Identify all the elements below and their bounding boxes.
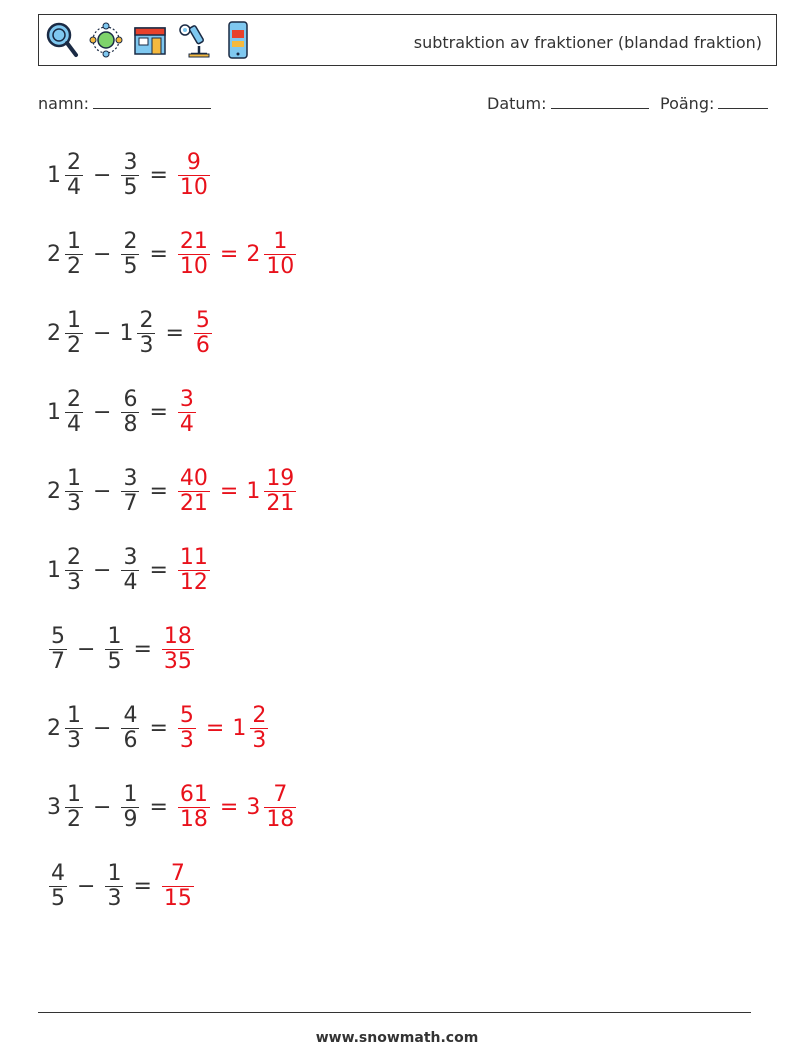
microscope-icon [177, 20, 211, 60]
minuend-fraction-denominator: 7 [51, 648, 65, 674]
answer-fraction [178, 467, 210, 516]
minuend-fraction-numerator: 2 [67, 149, 81, 175]
subtrahend-fraction-numerator: 1 [123, 781, 138, 807]
subtrahend-fraction [105, 625, 123, 674]
subtrahend-fraction-denominator: 5 [107, 648, 122, 674]
mobile-phone-icon [221, 20, 255, 60]
answer-fraction-numerator: 21 [179, 228, 208, 254]
minuend-fraction [65, 783, 83, 832]
subtrahend-fraction-numerator: 3 [123, 149, 138, 175]
mixed-number [246, 783, 298, 832]
mixed-fraction-denominator: 21 [266, 490, 295, 516]
equals-sign: = [133, 873, 152, 899]
minuend-fraction-denominator: 2 [67, 806, 81, 832]
answer [176, 783, 298, 832]
minuend-whole: 1 [47, 162, 61, 188]
answer-fraction-numerator: 5 [195, 307, 210, 333]
equals-sign: = [149, 399, 168, 425]
answer [176, 388, 198, 437]
subtrahend-whole: 1 [119, 320, 134, 346]
minuend-fraction-numerator: 2 [67, 544, 81, 570]
answer [176, 230, 298, 279]
score-label: Poäng: [660, 94, 715, 113]
minus-sign: − [93, 794, 112, 820]
subtrahend-fraction [121, 546, 139, 595]
name-field [38, 94, 211, 113]
mixed-number [232, 704, 270, 753]
minuend-fraction [65, 546, 83, 595]
problem-row [47, 456, 298, 526]
date-field [487, 94, 649, 113]
subtrahend-fraction [121, 230, 139, 279]
minus-sign: − [93, 557, 112, 583]
minuend-fraction-numerator: 1 [67, 702, 81, 728]
minuend-fraction-numerator: 4 [51, 860, 65, 886]
answer-equals-sign: = [205, 715, 225, 741]
subtrahend-fraction [121, 704, 139, 753]
minuend-fraction-denominator: 5 [51, 885, 65, 911]
minuend-fraction [65, 704, 83, 753]
answer [176, 704, 270, 753]
date-label: Datum: [487, 94, 547, 113]
minuend-fraction [65, 230, 83, 279]
problem-row [47, 377, 198, 447]
subtrahend-fraction-denominator: 3 [139, 332, 154, 358]
minuend-fraction-numerator: 1 [67, 465, 81, 491]
answer-fraction [162, 862, 194, 911]
answer-fraction-numerator: 9 [186, 149, 201, 175]
answer-equals-sign: = [219, 241, 239, 267]
problem-row [47, 772, 298, 842]
answer-fraction-denominator: 35 [163, 648, 192, 674]
minuend-fraction [65, 151, 83, 200]
answer-fraction [178, 230, 210, 279]
magnifier-icon [45, 20, 79, 60]
minus-sign: − [93, 399, 112, 425]
date-blank[interactable] [551, 94, 649, 109]
subtrahend-fraction-numerator: 6 [123, 386, 138, 412]
mixed-whole: 3 [246, 794, 261, 820]
answer [192, 309, 214, 358]
mixed-number [246, 467, 298, 516]
answer-fraction [178, 388, 196, 437]
mixed-fraction-numerator: 2 [252, 702, 267, 728]
minuend-fraction-numerator: 2 [67, 386, 81, 412]
answer-fraction-denominator: 10 [179, 253, 208, 279]
subtrahend-fraction-denominator: 5 [123, 253, 138, 279]
minuend-fraction-numerator: 1 [67, 781, 81, 807]
score-blank[interactable] [718, 94, 768, 109]
mixed-whole: 1 [246, 478, 261, 504]
answer-fraction-numerator: 3 [179, 386, 194, 412]
problem-row [47, 851, 196, 921]
answer-equals-sign: = [219, 794, 239, 820]
answer-fraction [194, 309, 212, 358]
mixed-whole: 2 [246, 241, 261, 267]
mixed-fraction [264, 783, 296, 832]
minus-sign: − [77, 636, 96, 662]
answer [160, 862, 196, 911]
footer-url: www.snowmath.com [315, 1030, 479, 1046]
subtrahend-fraction [121, 467, 139, 516]
mixed-fraction-numerator: 1 [273, 228, 288, 254]
subtrahend-fraction [121, 151, 139, 200]
score-field [660, 94, 768, 113]
problem-row [47, 614, 196, 684]
subtrahend-fraction-denominator: 4 [123, 569, 138, 595]
answer-fraction-numerator: 5 [179, 702, 194, 728]
answer-fraction [178, 151, 210, 200]
minus-sign: − [93, 478, 112, 504]
subtrahend-fraction-denominator: 7 [123, 490, 138, 516]
minuend-fraction-numerator: 1 [67, 307, 81, 333]
answer-equals-sign: = [219, 478, 239, 504]
mixed-fraction-denominator: 18 [266, 806, 295, 832]
subtrahend-fraction-denominator: 6 [123, 727, 138, 753]
subtrahend-fraction [121, 783, 139, 832]
mixed-fraction-denominator: 3 [252, 727, 267, 753]
name-blank[interactable] [93, 94, 211, 109]
answer-fraction-denominator: 15 [163, 885, 192, 911]
name-label: namn: [38, 94, 90, 113]
globe-network-icon [89, 20, 123, 60]
minuend-fraction-denominator: 3 [67, 569, 81, 595]
answer-fraction-denominator: 21 [179, 490, 208, 516]
minuend-fraction [65, 467, 83, 516]
footer-divider [38, 1012, 751, 1013]
storefront-icon [133, 20, 167, 60]
answer-fraction-numerator: 40 [179, 465, 208, 491]
answer-fraction-denominator: 12 [179, 569, 208, 595]
answer-fraction-denominator: 4 [179, 411, 194, 437]
minuend-fraction [65, 388, 83, 437]
minuend-fraction-numerator: 5 [51, 623, 65, 649]
answer-fraction [178, 704, 196, 753]
answer [176, 546, 212, 595]
mixed-fraction [264, 467, 296, 516]
answer-fraction-numerator: 61 [179, 781, 208, 807]
worksheet-header [38, 14, 777, 66]
answer-fraction [178, 783, 210, 832]
answer [176, 151, 212, 200]
minuend-fraction-denominator: 3 [67, 727, 81, 753]
answer-fraction-numerator: 18 [163, 623, 192, 649]
equals-sign: = [149, 478, 168, 504]
subtrahend-fraction-denominator: 8 [123, 411, 138, 437]
minuend-fraction-numerator: 1 [67, 228, 81, 254]
minuend-fraction-denominator: 4 [67, 411, 81, 437]
answer-fraction-denominator: 18 [179, 806, 208, 832]
minuend-whole: 2 [47, 715, 61, 741]
minuend-fraction-denominator: 2 [67, 253, 81, 279]
minuend-whole: 2 [47, 241, 61, 267]
minuend-whole: 1 [47, 399, 61, 425]
minuend-whole: 2 [47, 478, 61, 504]
equals-sign: = [149, 794, 168, 820]
minus-sign: − [93, 241, 112, 267]
problem-row [47, 219, 298, 289]
subtrahend-fraction-denominator: 5 [123, 174, 138, 200]
minuend-fraction [49, 862, 67, 911]
header-icons [45, 20, 255, 60]
mixed-whole: 1 [232, 715, 247, 741]
mixed-fraction-denominator: 10 [266, 253, 295, 279]
mixed-fraction-numerator: 7 [273, 781, 288, 807]
problem-row [47, 298, 214, 368]
minus-sign: − [77, 873, 96, 899]
subtrahend-fraction-numerator: 3 [123, 465, 138, 491]
minus-sign: − [93, 715, 112, 741]
minuend-whole: 3 [47, 794, 61, 820]
minuend-fraction-denominator: 3 [67, 490, 81, 516]
subtrahend-fraction-numerator: 3 [123, 544, 138, 570]
subtrahend-fraction [137, 309, 155, 358]
worksheet-title: subtraktion av fraktioner (blandad fraktion) [413, 33, 762, 52]
minuend-fraction [49, 625, 67, 674]
minus-sign: − [93, 320, 112, 346]
answer-fraction-numerator: 7 [170, 860, 185, 886]
equals-sign: = [149, 557, 168, 583]
equals-sign: = [133, 636, 152, 662]
subtrahend-fraction-numerator: 1 [107, 623, 122, 649]
answer-fraction-denominator: 10 [179, 174, 208, 200]
minuend-fraction [65, 309, 83, 358]
answer [160, 625, 196, 674]
mixed-number [246, 230, 298, 279]
subtrahend-fraction [105, 862, 123, 911]
subtrahend-fraction-denominator: 3 [107, 885, 122, 911]
equals-sign: = [165, 320, 184, 346]
problem-row [47, 140, 212, 210]
equals-sign: = [149, 715, 168, 741]
mixed-fraction [264, 230, 296, 279]
subtrahend-fraction-denominator: 9 [123, 806, 138, 832]
mixed-fraction-numerator: 19 [266, 465, 295, 491]
minus-sign: − [93, 162, 112, 188]
problem-row [47, 535, 212, 605]
minuend-whole: 2 [47, 320, 61, 346]
minuend-fraction-denominator: 4 [67, 174, 81, 200]
equals-sign: = [149, 162, 168, 188]
answer-fraction-denominator: 3 [179, 727, 194, 753]
subtrahend-fraction-numerator: 4 [123, 702, 138, 728]
subtrahend-fraction-numerator: 1 [107, 860, 122, 886]
mixed-fraction [250, 704, 268, 753]
answer-fraction-numerator: 11 [179, 544, 208, 570]
minuend-fraction-denominator: 2 [67, 332, 81, 358]
answer-fraction [162, 625, 194, 674]
minuend-whole: 1 [47, 557, 61, 583]
answer-fraction-denominator: 6 [195, 332, 210, 358]
answer-fraction [178, 546, 210, 595]
problem-row [47, 693, 270, 763]
answer [176, 467, 298, 516]
subtrahend-fraction [121, 388, 139, 437]
subtrahend-fraction-numerator: 2 [139, 307, 154, 333]
equals-sign: = [149, 241, 168, 267]
subtrahend-fraction-numerator: 2 [123, 228, 138, 254]
